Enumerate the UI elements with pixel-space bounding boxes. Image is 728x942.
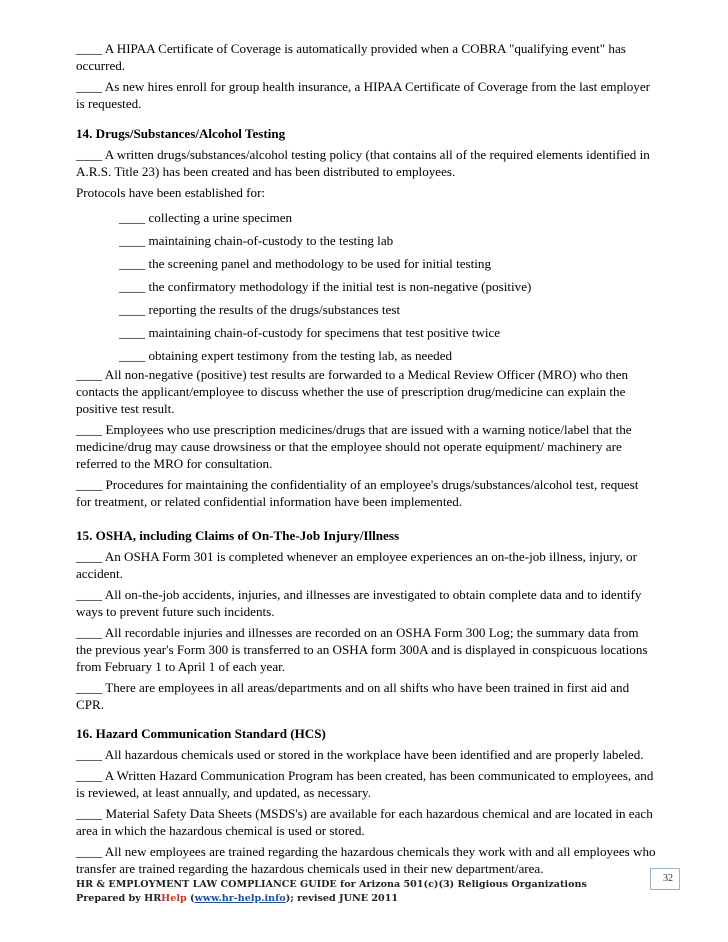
footer-prefix: Prepared by HR xyxy=(76,893,162,904)
osha-item: ____ An OSHA Form 301 is completed whenever an employee experiences an on-the-job illness, injury, or accident. xyxy=(76,549,637,581)
footer-open-paren: ( xyxy=(186,893,195,904)
hipaa-item-2: ____ As new hires enroll for group health insurance, a HIPAA Certificate of Coverage from the last employer is requested. xyxy=(76,79,651,111)
footer-suffix: ); revised JUNE 2011 xyxy=(285,893,399,904)
protocol-item: ____ maintaining chain-of-custody for specimens that test positive twice xyxy=(119,325,501,340)
protocol-item: ____ collecting a urine specimen xyxy=(119,210,293,225)
hcs-item: ____ All new employees are trained regarding the hazardous chemicals they work with and all employees who transfer are trained regarding the hazardous chemicals used in their new department/area. xyxy=(76,844,656,876)
hcs-item: ____ Material Safety Data Sheets (MSDS's) are available for each hazardous chemical and are located in each area in which the hazardous chemical is used or stored. xyxy=(76,806,653,838)
footer-title: HR & EMPLOYMENT LAW COMPLIANCE GUIDE for Arizona 501(c)(3) Religious Organizations xyxy=(76,879,587,890)
page-number: 32 xyxy=(650,868,680,890)
section-16-heading: 16. Hazard Communication Standard (HCS) xyxy=(76,726,326,741)
mro-item: ____ All non-negative (positive) test results are forwarded to a Medical Review Officer (MRO) who then contacts the applicant/employee to discuss whether the use of prescription drug/medicine can explain the positive test result. xyxy=(76,367,629,416)
section-14-heading: 14. Drugs/Substances/Alcohol Testing xyxy=(76,126,286,141)
protocol-item: ____ the confirmatory methodology if the initial test is non-negative (positive) xyxy=(119,279,532,294)
hipaa-item-1: ____ A HIPAA Certificate of Coverage is automatically provided when a COBRA "qualifying event" has occurred. xyxy=(76,41,626,73)
protocol-item: ____ the screening panel and methodology to be used for initial testing xyxy=(119,256,491,271)
osha-item: ____ All on-the-job accidents, injuries, and illnesses are investigated to obtain complete data and to identify ways to prevent future such incidents. xyxy=(76,587,642,619)
hcs-item: ____ A Written Hazard Communication Program has been created, has been communicated to employees, and is reviewed, at least annually, and updated, as necessary. xyxy=(76,768,654,800)
footer-prepared-by xyxy=(76,892,656,906)
osha-item: ____ There are employees in all areas/departments and on all shifts who have been trained in first aid and CPR. xyxy=(76,680,630,712)
protocol-item: ____ reporting the results of the drugs/substances test xyxy=(119,302,401,317)
section-15-heading: 15. OSHA, including Claims of On-The-Job Injury/Illness xyxy=(76,528,400,543)
osha-item: ____ All recordable injuries and illnesses are recorded on an OSHA Form 300 Log; the summary data from the previous year's Form 300 is transferred to an OSHA form 300A and is displayed in conspicuous locations from February 1 to April 1 of each year. xyxy=(76,625,648,674)
protocol-item: ____ maintaining chain-of-custody to the testing lab xyxy=(119,233,394,248)
footer-help-brand: Help xyxy=(161,893,187,904)
protocols-intro: Protocols have been established for: xyxy=(76,185,266,200)
page-content xyxy=(76,40,656,881)
page-footer xyxy=(76,878,656,906)
confidentiality-item: ____ Procedures for maintaining the confidentiality of an employee's drugs/substances/alcohol test, request for treatment, or related confidential information have been implemented. xyxy=(76,477,639,509)
footer-website-link[interactable]: www.hr-help.info xyxy=(194,893,286,904)
hcs-item: ____ All hazardous chemicals used or stored in the workplace have been identified and are properly labeled. xyxy=(76,747,644,762)
protocol-item: ____ obtaining expert testimony from the testing lab, as needed xyxy=(119,348,453,363)
prescription-item: ____ Employees who use prescription medicines/drugs that are issued with a warning notice/label that the medicine/drug may cause drowsiness or that the employee should not operate equipment/ machinery are referred to the MRO for consultation. xyxy=(76,422,632,471)
drug-policy-item: ____ A written drugs/substances/alcohol testing policy (that contains all of the required elements identified in A.R.S. Title 23) has been created and has been distributed to employees. xyxy=(76,147,650,179)
